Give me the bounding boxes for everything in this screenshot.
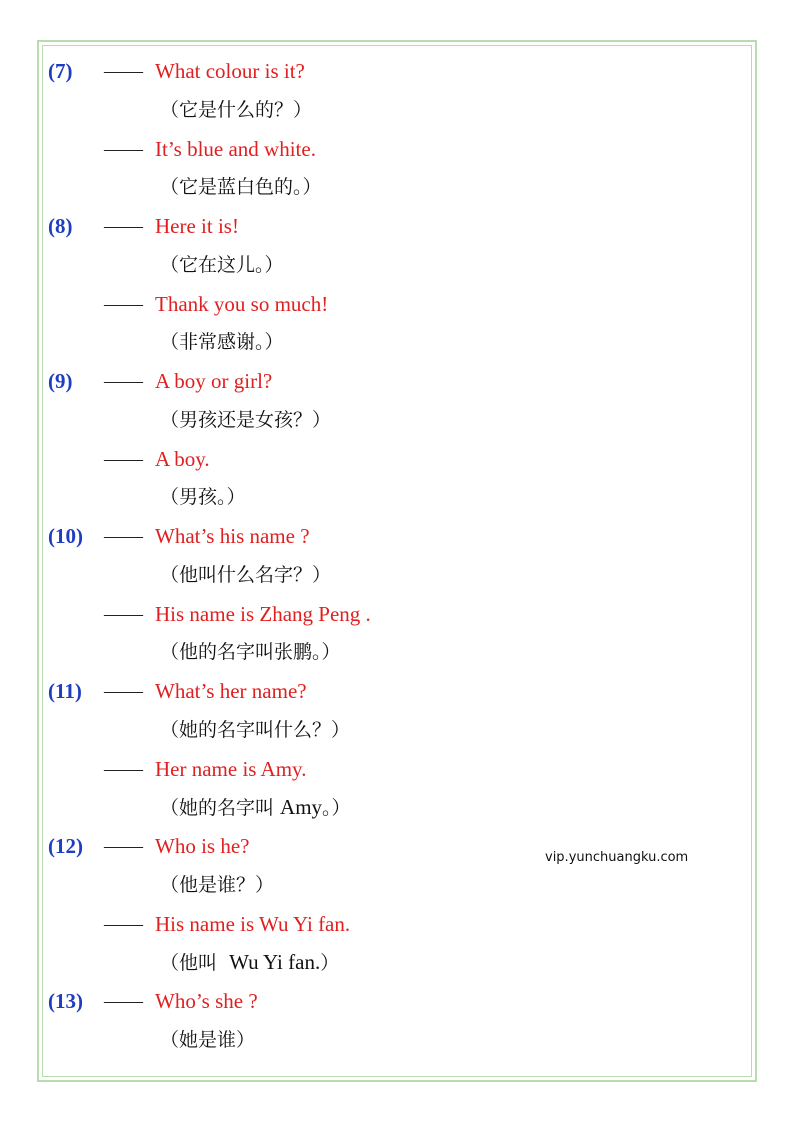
dash: —— bbox=[104, 137, 142, 160]
chinese-line: （他是谁？） bbox=[160, 873, 275, 896]
dialogue-number: (13) bbox=[48, 989, 83, 1013]
dialogue-10-answer-translation bbox=[0, 633, 793, 672]
dialogue-7-question-translation bbox=[0, 91, 793, 130]
chinese-line: （男孩还是女孩？） bbox=[160, 408, 332, 431]
chinese-line: （它是什么的？） bbox=[160, 98, 313, 121]
dash: —— bbox=[104, 990, 142, 1012]
english-line: What’s her name? bbox=[155, 679, 307, 703]
dialogue-8-answer-translation bbox=[0, 323, 793, 362]
dialogue-9-question-translation bbox=[0, 401, 793, 440]
dialogue-number: (11) bbox=[48, 679, 82, 703]
dash: —— bbox=[104, 912, 142, 935]
dialogue-11-answer-translation bbox=[0, 788, 793, 827]
chinese-line: （它是蓝白色的。） bbox=[160, 176, 322, 199]
dialogue-9-answer-translation bbox=[0, 478, 793, 517]
english-line: Here it is! bbox=[155, 214, 239, 238]
chinese-line: （她是谁） bbox=[160, 1028, 256, 1051]
english-line: Thank you so much! bbox=[155, 291, 329, 316]
chinese-line bbox=[160, 788, 351, 828]
dialogue-number: (12) bbox=[48, 834, 83, 858]
chinese-text: （他叫 bbox=[160, 952, 230, 975]
dialogue-number: (9) bbox=[48, 369, 73, 393]
english-line: His name is Wu Yi fan. bbox=[155, 911, 351, 936]
dialogue-13-question-translation bbox=[0, 1021, 793, 1060]
english-line: What’s his name ? bbox=[155, 524, 310, 548]
dash: —— bbox=[104, 60, 142, 82]
chinese-text: ） bbox=[320, 952, 340, 975]
dash: —— bbox=[104, 447, 142, 470]
watermark-url: vip.yunchuangku.com bbox=[545, 850, 689, 865]
dash: —— bbox=[104, 602, 142, 625]
dialogue-8-answer bbox=[0, 285, 793, 324]
dialogue-number: (8) bbox=[48, 214, 73, 238]
dialogue-9-answer bbox=[0, 440, 793, 479]
english-line: A boy or girl? bbox=[155, 369, 273, 393]
dash: —— bbox=[104, 757, 142, 780]
dash: —— bbox=[104, 370, 142, 392]
latin-name: Wu Yi fan. bbox=[229, 950, 321, 975]
chinese-line: （非常感谢。） bbox=[160, 331, 284, 354]
english-line: Who is he? bbox=[155, 834, 250, 858]
chinese-line: （男孩。） bbox=[160, 486, 246, 509]
english-line: Her name is Amy. bbox=[155, 756, 307, 781]
dialogue-9-question bbox=[0, 362, 793, 401]
english-line: His name is Zhang Peng . bbox=[155, 601, 371, 626]
chinese-line bbox=[160, 943, 339, 983]
chinese-line: （他的名字叫张鹏。） bbox=[160, 641, 341, 664]
dash: —— bbox=[104, 680, 142, 702]
english-line: A boy. bbox=[155, 446, 210, 471]
dash: —— bbox=[104, 835, 142, 857]
dialogue-8-question bbox=[0, 207, 793, 246]
dialogue-10-question-translation bbox=[0, 556, 793, 595]
chinese-text: 。） bbox=[322, 797, 351, 820]
chinese-line: （他叫什么名字？） bbox=[160, 563, 332, 586]
dialogue-7-answer-translation bbox=[0, 168, 793, 207]
dialogue-13-question bbox=[0, 982, 793, 1021]
dialogue-number: (10) bbox=[48, 524, 83, 548]
dialogue-7-question bbox=[0, 52, 793, 91]
dialogue-7-answer bbox=[0, 130, 793, 169]
english-line: Who’s she ? bbox=[155, 989, 258, 1013]
dialogue-8-question-translation bbox=[0, 246, 793, 285]
dialogue-11-question-translation bbox=[0, 711, 793, 750]
dialogue-10-question bbox=[0, 517, 793, 556]
chinese-line: （她的名字叫什么？） bbox=[160, 718, 351, 741]
latin-name: Amy bbox=[280, 795, 323, 820]
dialogue-11-question bbox=[0, 672, 793, 711]
english-line: What colour is it? bbox=[155, 59, 305, 83]
dialogue-10-answer bbox=[0, 595, 793, 634]
dialogue-12-answer-translation bbox=[0, 943, 793, 982]
dialogue-list bbox=[0, 52, 793, 1060]
english-line: It’s blue and white. bbox=[155, 136, 316, 161]
dash: —— bbox=[104, 292, 142, 315]
dialogue-11-answer bbox=[0, 750, 793, 789]
dash: —— bbox=[104, 215, 142, 237]
dash: —— bbox=[104, 525, 142, 547]
dialogue-12-question-translation bbox=[0, 866, 793, 905]
dialogue-12-answer bbox=[0, 905, 793, 944]
chinese-line: （它在这儿。） bbox=[160, 253, 284, 276]
chinese-text: （她的名字叫 bbox=[160, 797, 281, 820]
dialogue-number: (7) bbox=[48, 59, 73, 83]
